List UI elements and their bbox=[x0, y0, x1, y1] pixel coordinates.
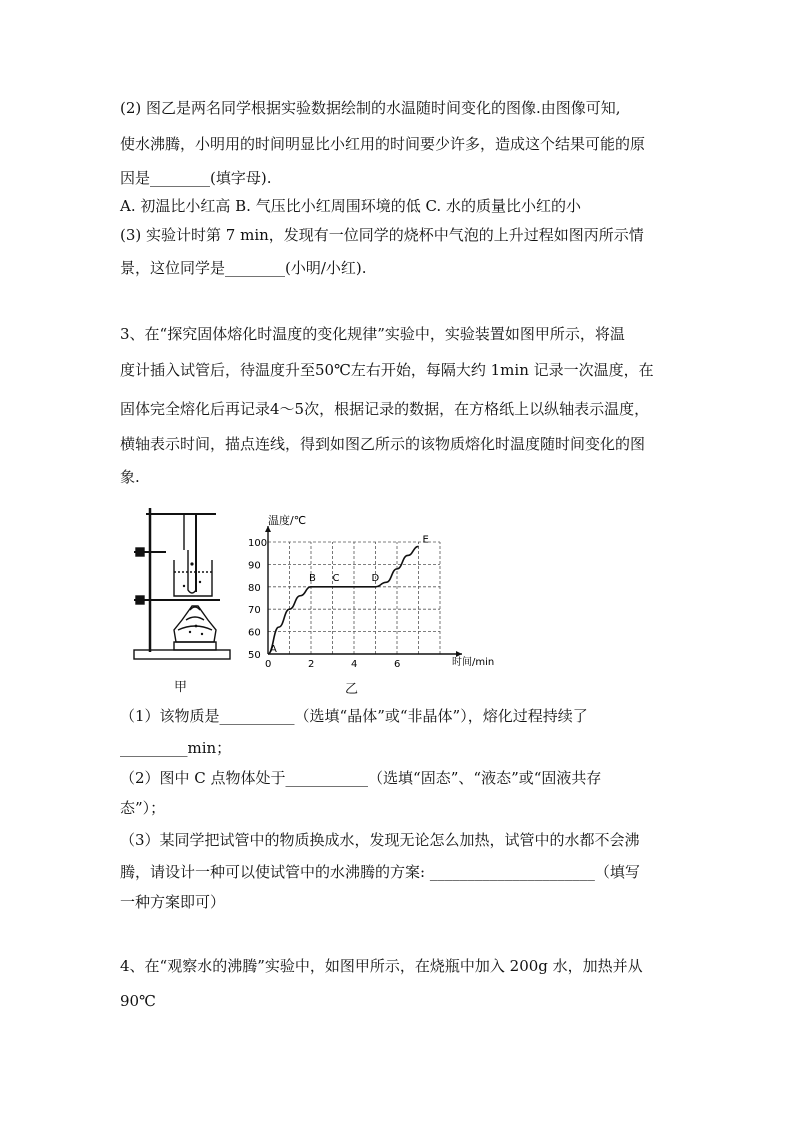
text-line: 4、在“观察水的沸腾”实验中，如图甲所示，在烧瓶中加入 200g 水，加热并从 bbox=[120, 957, 643, 975]
point-label: E bbox=[422, 534, 429, 546]
point-labels bbox=[270, 534, 429, 655]
text-line: 象. bbox=[120, 468, 140, 486]
text-line: （2）图中 C 点物体处于___________（选填“固态”、“液态”或“固液共存 bbox=[120, 769, 602, 787]
y-axis-label: 温度/℃ bbox=[268, 514, 307, 527]
y-tick-label: 90 bbox=[248, 560, 261, 572]
text-line: (3) 实验计时第 7 min，发现有一位同学的烧杯中气泡的上升过程如图丙所示情 bbox=[120, 226, 644, 244]
beaker bbox=[174, 560, 212, 596]
y-tick-label: 60 bbox=[248, 627, 261, 639]
y-tick-label: 80 bbox=[248, 582, 261, 594]
y-tick-label: 70 bbox=[248, 605, 261, 617]
chart-axes bbox=[265, 526, 462, 657]
figure-label-right: 乙 bbox=[345, 682, 359, 697]
text-line: _________min； bbox=[120, 739, 232, 757]
text-line: (2) 图乙是两名同学根据实验数据绘制的水温随时间变化的图像.由图像可知, bbox=[120, 99, 621, 117]
text-line: 3、在“探究固体熔化时温度的变化规律”实验中，实验装置如图甲所示，将温 bbox=[120, 325, 625, 343]
y-tick-label: 50 bbox=[248, 650, 261, 661]
text-line: 90℃ bbox=[120, 992, 156, 1010]
text-line: 腾，请设计一种可以使试管中的水沸腾的方案: ______________________（填写 bbox=[120, 863, 640, 881]
alcohol-lamp bbox=[174, 606, 216, 642]
point-label: B bbox=[309, 572, 316, 584]
text-line: 态”）； bbox=[120, 799, 166, 817]
x-tick-label: 6 bbox=[394, 659, 401, 670]
x-tick-label: 0 bbox=[265, 659, 272, 670]
x-tick-label: 2 bbox=[308, 659, 315, 670]
point-label: C bbox=[332, 572, 340, 584]
text-line: 横轴表示时间，描点连线，得到如图乙所示的该物质熔化时温度随时间变化的图 bbox=[120, 435, 646, 453]
text-line: 使水沸腾，小明用的时间明显比小红用的时间要少许多，造成这个结果可能的原 bbox=[120, 135, 646, 153]
text-line: （1）该物质是__________（选填“晶体”或“非晶体”），熔化过程持续了 bbox=[120, 707, 588, 725]
figure-label-left: 甲 bbox=[174, 680, 188, 695]
y-tick-label: 100 bbox=[248, 538, 268, 549]
temperature-chart bbox=[240, 512, 502, 672]
text-line: 景，这位同学是________(小明/小红). bbox=[120, 259, 367, 277]
x-tick-label: 4 bbox=[351, 659, 358, 670]
text-line: 度计插入试管后，待温度升至50℃左右开始，每隔大约 1min 记录一次温度，在 bbox=[120, 361, 654, 379]
text-line: 固体完全熔化后再记录4～5次，根据记录的数据，在方格纸上以纵轴表示温度， bbox=[120, 400, 650, 418]
point-label: A bbox=[270, 644, 277, 655]
chart-grid bbox=[268, 542, 440, 654]
stand-base bbox=[134, 650, 230, 659]
point-label: D bbox=[371, 572, 380, 584]
text-line: （3）某同学把试管中的物质换成水，发现无论怎么加热，试管中的水都不会沸 bbox=[120, 831, 640, 849]
series-line bbox=[268, 546, 419, 654]
apparatus-figure bbox=[126, 502, 236, 692]
text-line: 因是________(填字母). bbox=[120, 169, 272, 187]
text-line: A. 初温比小红高 B. 气压比小红周围环境的低 C. 水的质量比小红的小 bbox=[120, 197, 581, 215]
text-line: 一种方案即可） bbox=[120, 893, 226, 911]
x-axis-label: 时间/min bbox=[452, 657, 495, 668]
